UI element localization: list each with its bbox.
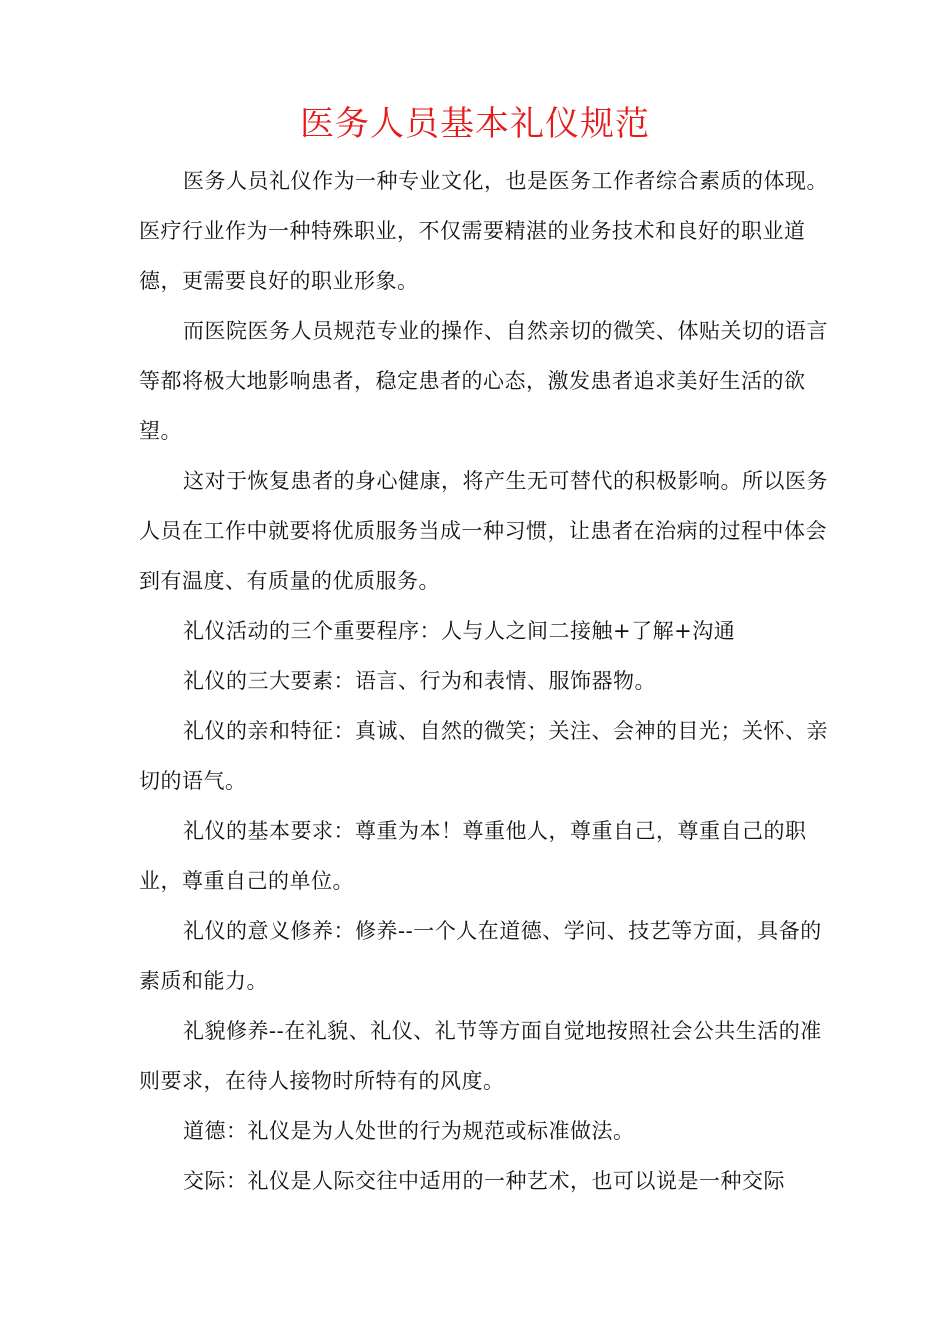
- paragraph-hospital-staff: 而医院医务人员规范专业的操作、自然亲切的微笑、体贴关切的语言等都将极大地影响患者，稳定患者的心态，激发患者追求美好生活的欲望。: [139, 319, 828, 443]
- paragraph-courtesy-cultivation: 礼貌修养--在礼貌、礼仪、礼节等方面自觉地按照社会公共生活的准则要求，在待人接物时所特有的风度。: [139, 1019, 822, 1093]
- paragraph-three-procedures: 礼仪活动的三个重要程序：人与人之间二接触+了解+沟通: [183, 619, 736, 643]
- paragraph-three-elements: 礼仪的三大要素：语言、行为和表情、服饰器物。: [183, 669, 656, 693]
- paragraph-affinity-features: 礼仪的亲和特征：真诚、自然的微笑；关注、会神的目光；关怀、亲切的语气。: [139, 719, 828, 793]
- document-title: 医务人员基本礼仪规范: [300, 104, 650, 144]
- paragraph-basic-requirements: 礼仪的基本要求：尊重为本！尊重他人，尊重自己，尊重自己的职业，尊重自己的单位。: [139, 819, 807, 893]
- paragraph-intro: 医务人员礼仪作为一种专业文化，也是医务工作者综合素质的体现。医疗行业作为一种特殊职业，不仅需要精湛的业务技术和良好的职业道德，更需要良好的职业形象。: [139, 169, 828, 293]
- paragraph-morality: 道德：礼仪是为人处世的行为规范或标准做法。: [183, 1119, 635, 1143]
- paragraph-patient-recovery: 这对于恢复患者的身心健康，将产生无可替代的积极影响。所以医务人员在工作中就要将优质服务当成一种习惯，让患者在治病的过程中体会到有温度、有质量的优质服务。: [139, 469, 828, 593]
- document-body: [139, 156, 829, 1206]
- paragraph-communication: 交际：礼仪是人际交往中适用的一种艺术，也可以说是一种交际: [183, 1169, 785, 1193]
- paragraph-cultivation: 礼仪的意义修养：修养--一个人在道德、学问、技艺等方面，具备的素质和能力。: [139, 919, 822, 993]
